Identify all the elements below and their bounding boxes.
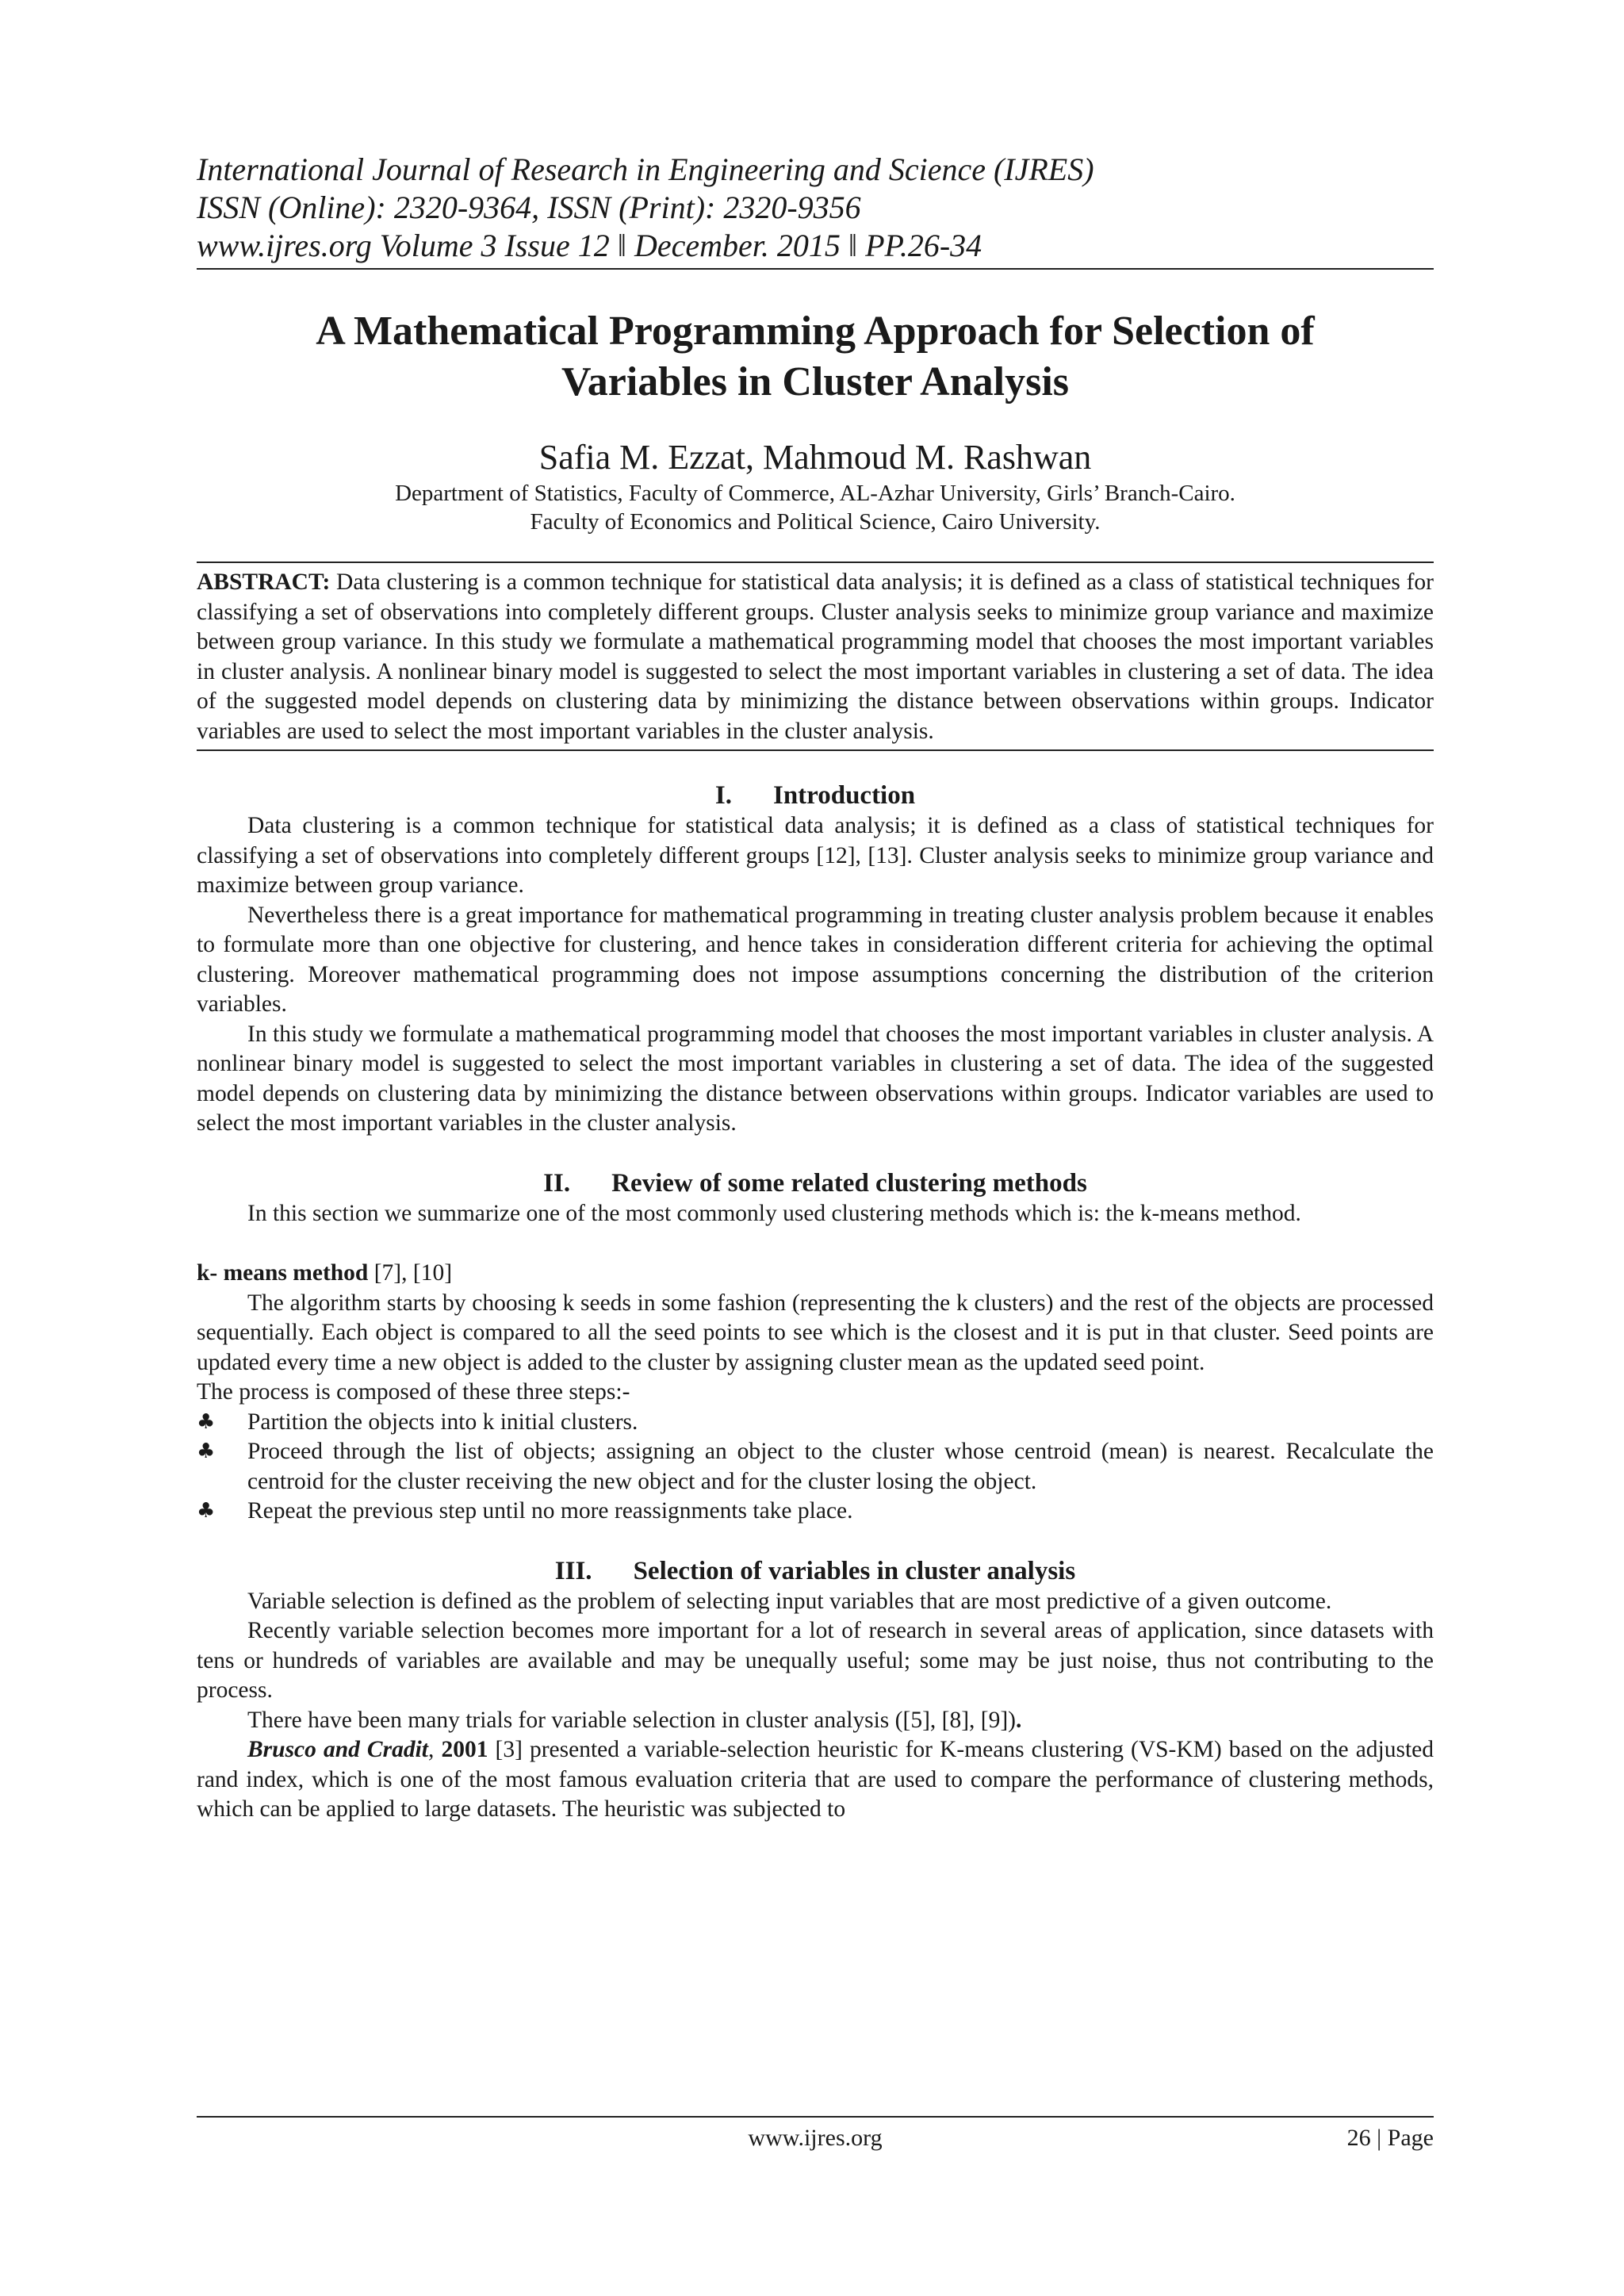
abstract-text: Data clustering is a common technique for statistical data analysis; it is defined as a class of statistical techniques for classifying a set of observations into completely different groups. Cluster analysis seeks to minimize group variance and maximize between group variance. In this study we formulate a mathematical programming model that chooses the most important variables in cluster analysis. A nonlinear binary model is suggested to select the most important variables in clustering a set of data. The idea of the suggested model depends on clustering data by minimizing the distance between observations within groups. Indicator variables are used to select the most important variables in the cluster analysis. bbox=[197, 569, 1434, 744]
section-number: II. bbox=[543, 1168, 571, 1198]
title-line-2: Variables in Cluster Analysis bbox=[561, 359, 1070, 404]
paragraph: In this study we formulate a mathematical programming model that chooses the most important variables in cluster analysis. A nonlinear binary model is suggested to select the most important variables in clustering a set of data. The idea of the suggested model depends on clustering data by minimizing the distance between observations within groups. Indicator variables are used to select the most important variables in the cluster analysis. bbox=[197, 1021, 1434, 1136]
paragraph: Nevertheless there is a great importance for mathematical programming in treating cluster analysis problem because it enables to formulate more than one objective for clustering, and hence takes in consideration different criteria for achieving the optimal clustering. Moreover mathematical programming does not impose assumptions concerning the distribution of the criterion variables. bbox=[197, 902, 1434, 1017]
list-item bbox=[197, 1437, 1434, 1497]
kmeans-subheading bbox=[197, 1259, 1434, 1289]
section-title: Review of some related clustering methods bbox=[611, 1168, 1087, 1198]
subheading-label: k- means method bbox=[197, 1260, 369, 1286]
abstract-label: ABSTRACT: bbox=[197, 569, 331, 595]
club-bullet-icon: ♣ bbox=[197, 1439, 216, 1463]
steps-list bbox=[197, 1408, 1434, 1527]
paragraph: Variable selection is defined as the problem of selecting input variables that are most predictive of a given outcome. bbox=[247, 1588, 1332, 1614]
authors: Safia M. Ezzat, Mahmoud M. Rashwan bbox=[538, 438, 1092, 477]
title-line-1: A Mathematical Programming Approach for Selection of bbox=[316, 309, 1315, 354]
cited-year: 2001 bbox=[441, 1737, 488, 1762]
club-bullet-icon: ♣ bbox=[197, 1409, 216, 1434]
list-item bbox=[197, 1408, 1434, 1438]
list-item-text: Proceed through the list of objects; assigning an object to the cluster whose centroid (mean) is nearest. Recalculate the centroid for the cluster receiving the new object and for the cluster losing the object. bbox=[247, 1439, 1434, 1494]
paragraph: Data clustering is a common technique for statistical data analysis; it is defined as a class of statistical techniques for classifying a set of observations into completely different groups [12], [13]. Cluster analysis seeks to minimize group variance and maximize between group variance. bbox=[197, 813, 1434, 898]
paragraph: The algorithm starts by choosing k seeds in some fashion (representing the k clusters) and the rest of the objects are processed sequentially. Each object is compared to all the seed points to see which is the closest and it is put in that cluster. Seed points are updated every time a new object is added to the cluster by assigning cluster mean as the updated seed point. bbox=[197, 1290, 1434, 1375]
list-item-text: Partition the objects into k initial clusters. bbox=[247, 1409, 638, 1435]
affiliation-2: Faculty of Economics and Political Science, Cairo University. bbox=[530, 509, 1101, 535]
affiliation-1: Department of Statistics, Faculty of Commerce, AL-Azhar University, Girls’ Branch-Cairo. bbox=[395, 481, 1235, 506]
section-number: I. bbox=[714, 781, 732, 810]
section-3-heading bbox=[197, 1555, 1434, 1587]
subheading-refs: [7], [10] bbox=[368, 1260, 453, 1286]
journal-name: International Journal of Research in Engineering and Science (IJRES) bbox=[197, 151, 1094, 187]
paragraph: Recently variable selection becomes more important for a lot of research in several areas of application, since datasets with tens or hundreds of variables are available and may be unequally useful; some may be just noise, thus not contributing to the process. bbox=[197, 1618, 1434, 1703]
page-body bbox=[197, 151, 1434, 1825]
paragraph-text: There have been many trials for variable selection in cluster analysis ([5], [8], [9]) bbox=[247, 1707, 1017, 1733]
paragraph-text: [3] presented a variable-selection heuristic for K-means clustering (VS-KM) based on the adjusted rand index, which is one of the most famous evaluation criteria that are used to compare the performance of clustering methods, which can be applied to large datasets. The heuristic was subjected to bbox=[197, 1737, 1434, 1822]
club-bullet-icon: ♣ bbox=[197, 1499, 216, 1523]
section-number: III. bbox=[554, 1556, 592, 1585]
list-item bbox=[197, 1497, 1434, 1527]
section-title: Selection of variables in cluster analysis bbox=[633, 1556, 1076, 1585]
list-item-text: Repeat the previous step until no more reassignments take place. bbox=[247, 1498, 853, 1524]
section-2-heading bbox=[197, 1167, 1434, 1199]
paragraph bbox=[197, 1706, 1434, 1736]
paragraph: The process is composed of these three steps:- bbox=[197, 1379, 630, 1405]
footer-url: www.ijres.org bbox=[748, 2125, 883, 2151]
journal-issn: ISSN (Online): 2320-9364, ISSN (Print): 2320-9356 bbox=[197, 190, 861, 225]
journal-issue: www.ijres.org Volume 3 Issue 12 ǁ December. 2015 ǁ PP.26-34 bbox=[197, 228, 982, 263]
paragraph-end: . bbox=[1016, 1707, 1022, 1733]
paper-title bbox=[197, 306, 1434, 408]
cited-authors: Brusco and Cradit bbox=[247, 1737, 428, 1762]
section-title: Introduction bbox=[772, 781, 916, 810]
section-1-heading bbox=[197, 780, 1434, 811]
abstract bbox=[197, 562, 1434, 751]
journal-header bbox=[197, 151, 1434, 270]
page-footer bbox=[197, 2116, 1434, 2157]
paragraph: In this section we summarize one of the most commonly used clustering methods which is: the k-means method. bbox=[247, 1200, 1301, 1226]
header-rule bbox=[197, 268, 1434, 270]
paragraph bbox=[197, 1735, 1434, 1825]
separator: , bbox=[427, 1737, 442, 1762]
page-number: 26 | Page bbox=[1346, 2125, 1434, 2151]
